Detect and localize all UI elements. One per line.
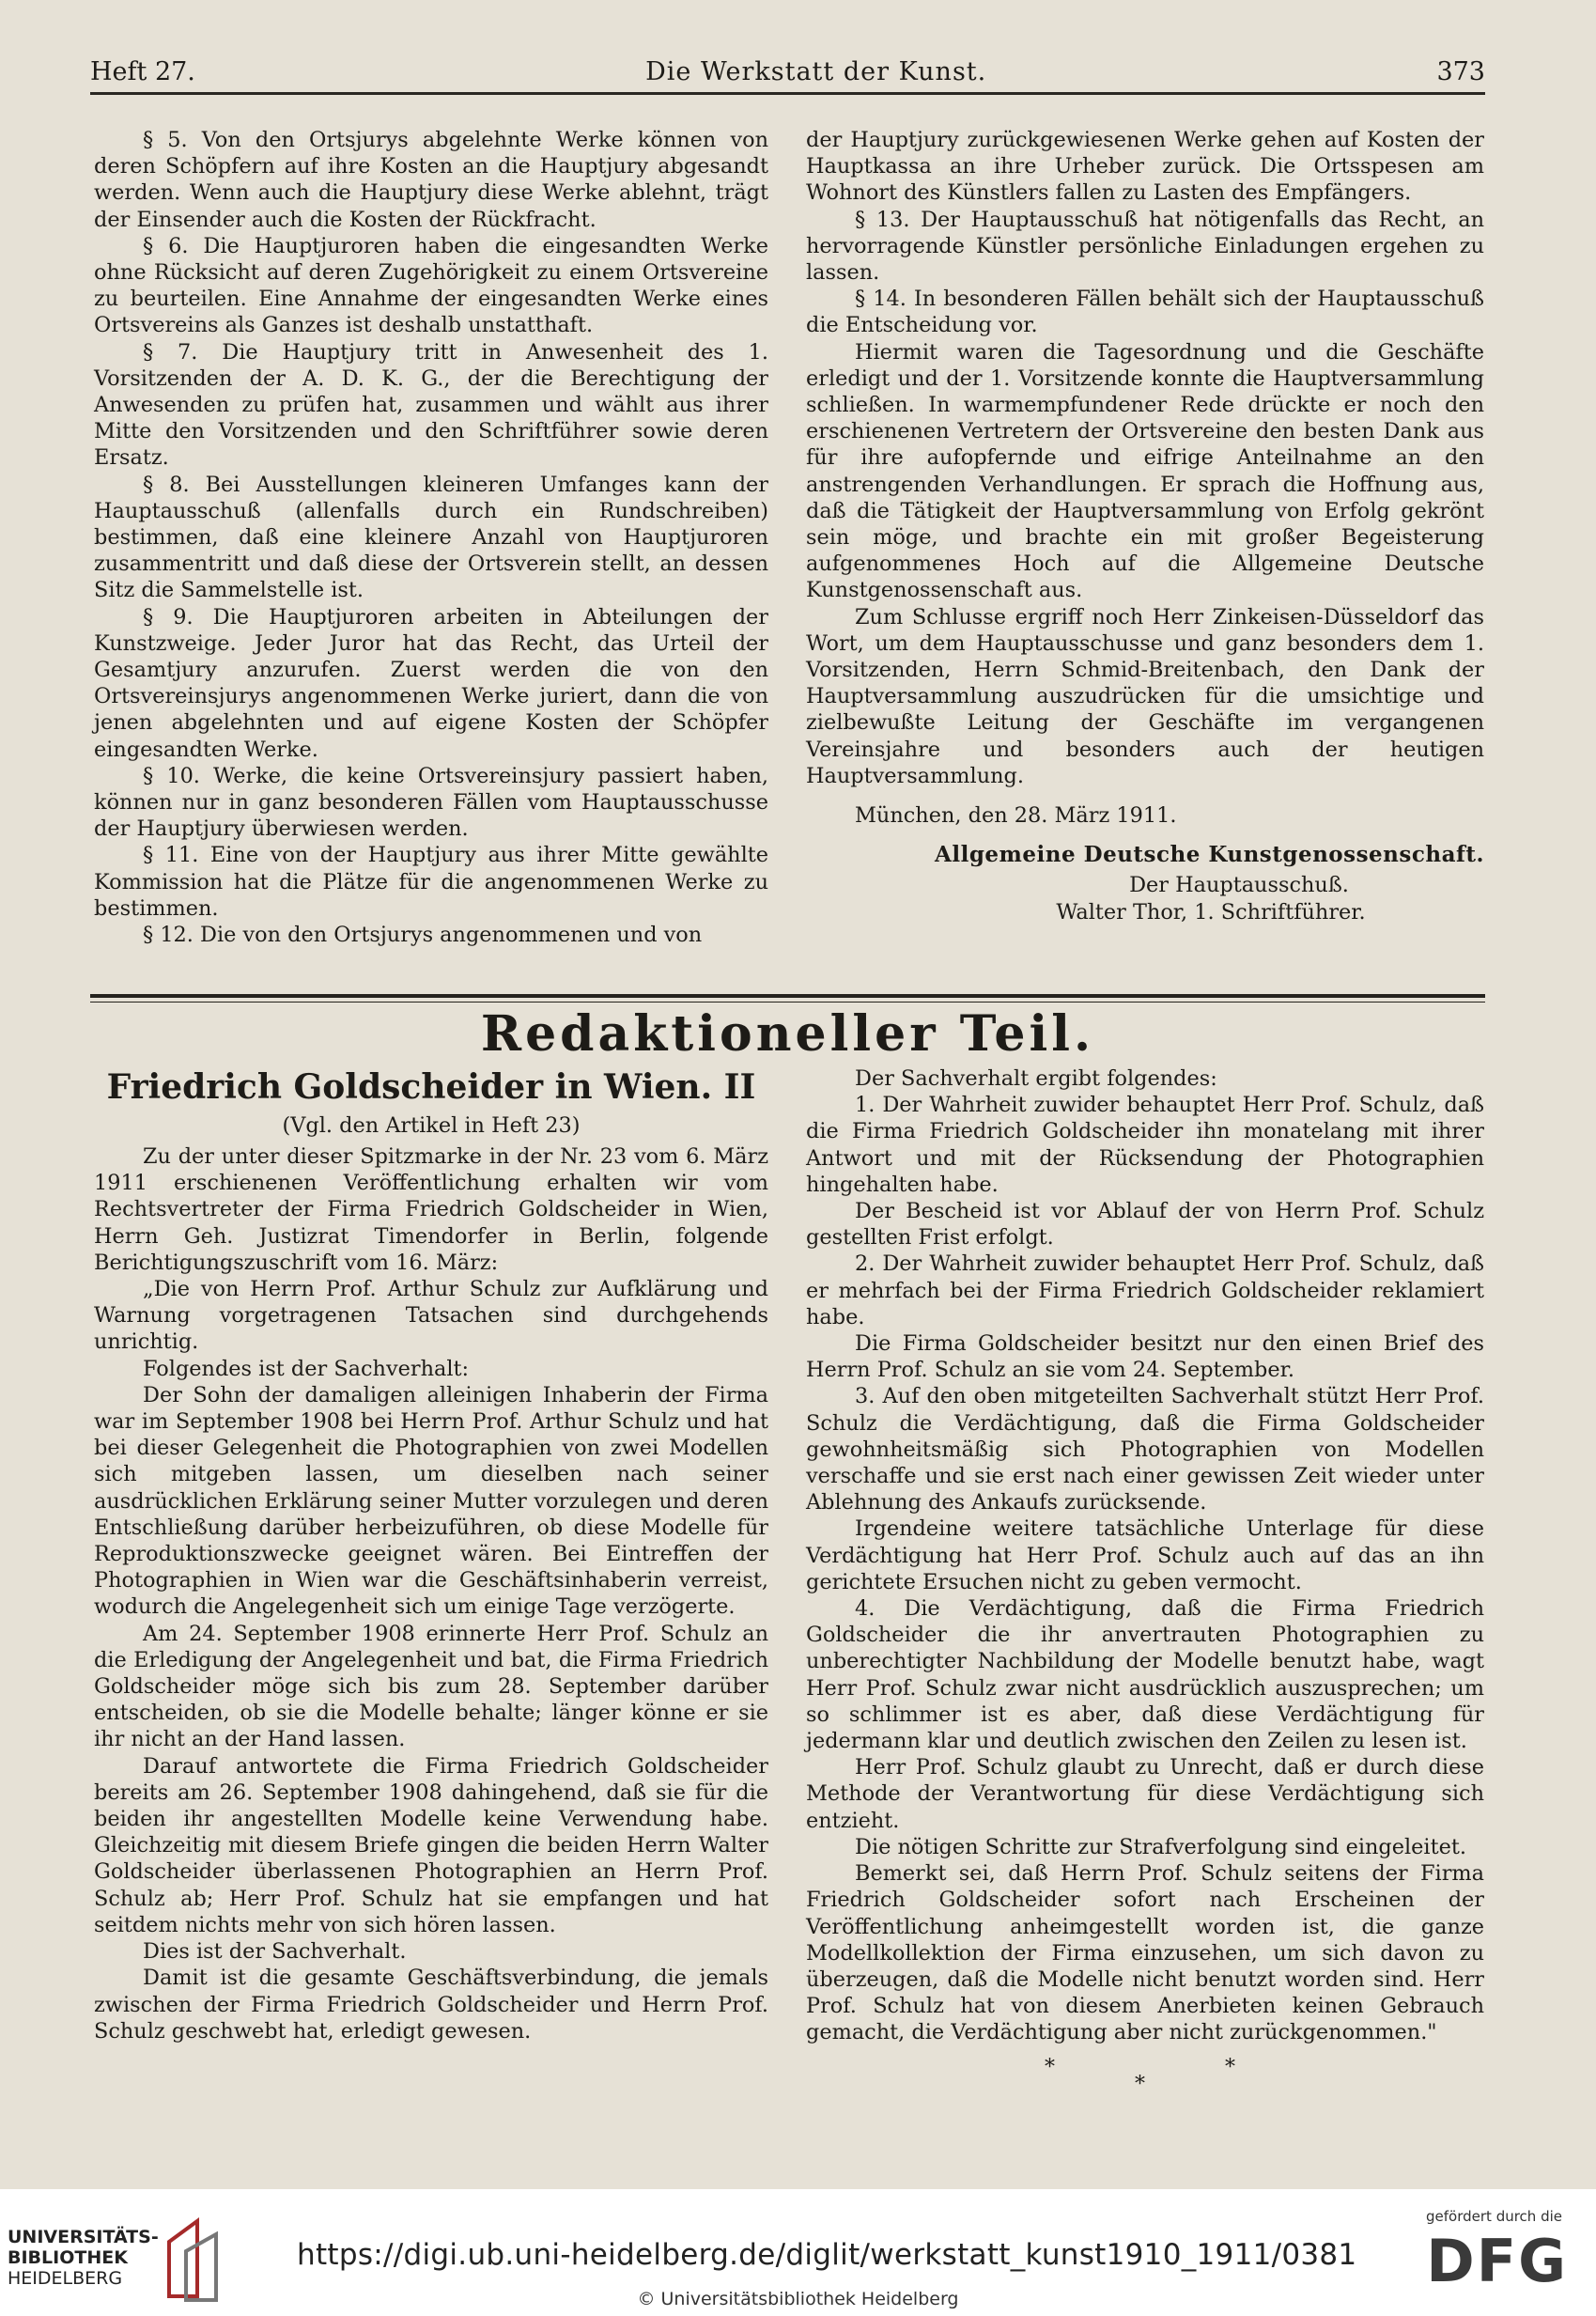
page-number: 373: [1436, 57, 1485, 86]
paragraph: der Hauptjury zurückgewiesenen Werke gehen auf Kosten der Hauptkassa an ihre Urheber zurück. Die Ortsspesen am Wohnort des Künstlers fallen zu Lasten des Empfängers.: [806, 128, 1484, 206]
permalink-url[interactable]: https://digi.ub.uni-heidelberg.de/diglit/werkstatt_kunst1910_1911/0381: [297, 2238, 1357, 2272]
logo-line: HEIDELBERG: [8, 2268, 123, 2289]
signature-organization: Allgemeine Deutsche Kunstgenossenschaft.: [935, 842, 1484, 868]
asterisk: *: [1225, 2056, 1235, 2079]
paragraph: § 11. Eine von der Hauptjury aus ihrer Mitte gewählte Kommission hat die Plätze für die angenommenen Werke zu bestimmen.: [94, 843, 768, 921]
paragraph: § 5. Von den Ortsjurys abgelehnte Werke können von deren Schöpfern auf ihre Kosten an die Hauptjury abgesandt werden. Wenn auch die Hauptjury diese Werke ablehnt, trägt der Einsender auch die Kosten der Rückfracht.: [94, 128, 768, 232]
paragraph: Darauf antwortete die Firma Friedrich Goldscheider bereits am 26. September 1908 dahingehend, daß sie für die beiden ihr angestellten Modelle keine Verwendung habe. Gleichzeitig mit diesem Briefe gingen die beiden Herrn Walter Goldscheider überlassenen Photographien an Herrn Prof. Schulz ab; Herr Prof. Schulz hat sie empfangen und hat seitdem nichts mehr von sich hören lassen.: [94, 1753, 768, 1937]
paragraph: § 7. Die Hauptjury tritt in Anwesenheit des 1. Vorsitzenden der A. D. K. G., der die Berechtigung der Anwesenden zu prüfen hat, zusammen und wählt aus ihrer Mitte den Vorsitzenden und den Schriftführer sowie deren Ersatz.: [94, 339, 768, 471]
paragraph: Folgendes ist der Sachverhalt:: [143, 1356, 470, 1381]
paragraph: § 10. Werke, die keine Ortsvereinsjury passiert haben, können nur in ganz besonderen Fällen vom Hauptausschusse der Hauptjury überwiesen werden.: [94, 763, 768, 842]
paragraph: 2. Der Wahrheit zuwider behauptet Herr Prof. Schulz, daß er mehrfach bei der Firma Friedrich Goldscheider reklamiert habe.: [806, 1251, 1484, 1329]
paragraph: Der Sachverhalt ergibt folgendes:: [855, 1066, 1217, 1091]
paragraph: Zu der unter dieser Spitzmarke in der Nr. 23 vom 6. März 1911 erschienenen Veröffentlichung erhalten wir vom Rechtsvertreter der Firma Friedrich Goldscheider in Wien, Herrn Geh. Justizrat Timendorfer in Berlin, folgende Berichtigungszuschrift vom 16. März:: [94, 1144, 768, 1275]
paragraph: Herr Prof. Schulz glaubt zu Unrecht, daß er durch diese Methode der Verantwortung für diese Verdächtigung sich entzieht.: [806, 1755, 1484, 1833]
paragraph: 1. Der Wahrheit zuwider behauptet Herr Prof. Schulz, daß die Firma Friedrich Goldscheider ihn monatelang mit ihrer Antwort und mit der Rücksendung der Photographien hingehalten habe.: [806, 1093, 1484, 1197]
paragraph: Hiermit waren die Tagesordnung und die Geschäfte erledigt und der 1. Vorsitzende konnte die Hauptversammlung schließen. In warmempfundener Rede drückte er noch den erschienenen Vertretern der Ortsvereine den besten Dank aus für ihre aufopfernde und eifrige Anteilnahme an den anstrengenden Verhandlungen. Er sprach die Hoffnung aus, daß die Tätigkeit der Hauptversammlung von Erfolg gekrönt sein möge, und brachte ein mit großer Begeisterung aufgenommenes Hoch auf die Allgemeine Deutsche Kunstgenossenschaft aus.: [806, 339, 1484, 603]
paragraph: Die nötigen Schritte zur Strafverfolgung sind eingeleitet.: [855, 1834, 1466, 1859]
page-header: [90, 41, 1485, 95]
signature-body: Der Hauptausschuß.: [1129, 873, 1349, 898]
paragraph: Zum Schlusse ergriff noch Herr Zinkeisen-Düsseldorf das Wort, um dem Hauptausschusse und ganz besonders dem 1. Vorsitzenden, Herrn Schmid-Breitenbach, den Dank der Hauptversammlung auszudrücken für die umsichtige und zielbewußte Leitung der Geschäfte im vergangenen Vereinsjahre und besonders auch der heutigen Hauptversammlung.: [806, 604, 1484, 788]
paragraph: Der Sohn der damaligen alleinigen Inhaberin der Firma war im September 1908 bei Herrn Prof. Arthur Schulz und hat bei dieser Gelegenheit die Photographien von zwei Modellen sich mitgeben lassen, um dieselben nach seiner ausdrücklichen Erklärung seiner Mutter vorzulegen und deren Entschließung darüber herbeizuführen, ob diese Modelle für Reproduktionszwecke geeignet wären. Bei Eintreffen der Photographien in Wien war die Geschäftsinhaberin verreist, wodurch die Angelegenheit sich um einige Tage verzögerte.: [94, 1382, 768, 1620]
section-title: Redaktioneller Teil.: [480, 1005, 1095, 1063]
article-subtitle: (Vgl. den Artikel in Heft 23): [282, 1113, 581, 1138]
funding-label: gefördert durch die: [1426, 2208, 1562, 2225]
section-divider: [90, 994, 1485, 998]
paragraph: Am 24. September 1908 erinnerte Herr Prof. Schulz an die Erledigung der Angelegenheit und bat, die Firma Friedrich Goldscheider möge sich bis zum 28. September darüber entscheiden, ob sie die Modelle behalte; länger könne er sie ihr nicht an der Hand lassen.: [94, 1621, 768, 1752]
paragraph: Irgendeine weitere tatsächliche Unterlage für diese Verdächtigung hat Herr Prof. Schulz auch auf das an ihn gerichtete Ersuchen nicht zu geben vermocht.: [806, 1516, 1484, 1594]
column-bottom-left: [94, 1143, 768, 2044]
logo-line: BIBLIOTHEK: [8, 2247, 128, 2268]
paragraph: § 6. Die Hauptjuroren haben die eingesandten Werke ohne Rücksicht auf deren Zugehörigkeit zu einem Ortsvereine zu beurteilen. Eine Annahme der eingesandten Werke eines Ortsvereins als Ganzes ist deshalb unstatthaft.: [94, 233, 768, 338]
separator-asterisks: [996, 2056, 1278, 2112]
journal-title: Die Werkstatt der Kunst.: [645, 57, 987, 86]
section-divider-thin: [90, 1002, 1485, 1003]
column-top-right: [806, 127, 1484, 925]
paragraph: Damit ist die gesamte Geschäftsverbindung, die jemals zwischen der Firma Friedrich Goldscheider und Herrn Prof. Schulz geschwebt hat, erledigt gewesen.: [94, 1966, 768, 2044]
copyright-notice: © Universitätsbibliothek Heidelberg: [637, 2289, 959, 2309]
library-logo-text[interactable]: [8, 2227, 159, 2289]
paragraph: „Die von Herrn Prof. Arthur Schulz zur Aufklärung und Warnung vorgetragenen Tatsachen sind durchgehends unrichtig.: [94, 1277, 768, 1355]
paragraph: § 8. Bei Ausstellungen kleineren Umfanges kann der Hauptausschuß (allenfalls durch ein Rundschreiben) bestimmen, daß eine kleinere Anzahl von Hauptjuroren zusammentritt und daß diese der Ortsverein stellt, an dessen Sitz die Sammelstelle ist.: [94, 472, 768, 603]
paragraph: § 9. Die Hauptjuroren arbeiten in Abteilungen der Kunstzweige. Jeder Juror hat das Recht, das Urteil der Gesamtjury anzurufen. Zuerst werden die von den Ortsvereinsjurys angenommenen Werke juriert, dann die von jenen abgelehnten und auf eigene Kosten der Schöpfer eingesandten Werke.: [94, 604, 768, 762]
paragraph: Dies ist der Sachverhalt.: [143, 1939, 407, 1965]
paragraph: Der Bescheid ist vor Ablauf der von Herrn Prof. Schulz gestellten Frist erfolgt.: [806, 1199, 1484, 1251]
asterisk: *: [1135, 2073, 1145, 2096]
paragraph: § 14. In besonderen Fällen behält sich der Hauptausschuß die Entscheidung vor.: [806, 287, 1484, 338]
signature-date: München, den 28. März 1911.: [855, 803, 1177, 829]
asterisk: *: [1045, 2056, 1055, 2079]
signature-name: Walter Thor, 1. Schriftführer.: [1056, 899, 1366, 925]
article-title: Friedrich Goldscheider in Wien. II: [106, 1067, 756, 1107]
issue-number: Heft 27.: [90, 57, 195, 86]
dfg-logo[interactable]: DFG: [1426, 2227, 1568, 2295]
paragraph: § 12. Die von den Ortsjurys angenommenen und von: [143, 923, 703, 948]
column-top-left: [94, 127, 768, 948]
column-bottom-right: [806, 1065, 1484, 2046]
logo-line: UNIVERSITÄTS-: [8, 2227, 159, 2247]
paragraph: § 13. Der Hauptausschuß hat nötigenfalls das Recht, an hervorragende Künstler persönliche Einladungen ergehen zu lassen.: [806, 207, 1484, 286]
viewer-footer: [0, 2189, 1596, 2316]
paragraph: 4. Die Verdächtigung, daß die Firma Friedrich Goldscheider die ihr anvertrauten Photographien zu unberechtigter Nachbildung der Modelle benutzt habe, wagt Herr Prof. Schulz zwar nicht ausdrücklich auszusprechen; um so schlimmer ist es aber, daß diese Verdächtigung für jedermann klar und deutlich zwischen den Zeilen zu lesen ist.: [806, 1596, 1484, 1754]
paragraph: 3. Auf den oben mitgeteilten Sachverhalt stützt Herr Prof. Schulz die Verdächtigung, daß die Firma Goldscheider gewohnheitsmäßig sich Photographien von Modellen verschaffe und sie erst nach einer gewissen Zeit wieder unter Ablehnung des Ankaufs zurücksende.: [806, 1384, 1484, 1516]
paragraph: Die Firma Goldscheider besitzt nur den einen Brief des Herrn Prof. Schulz an sie vom 24. September.: [806, 1331, 1484, 1383]
paragraph: Bemerkt sei, daß Herrn Prof. Schulz seitens der Firma Friedrich Goldscheider sofort nach Erscheinen der Veröffentlichung anheimgestellt worden ist, die ganze Modellkollektion der Firma einzusehen, um sich davon zu überzeugen, daß die Modelle nicht benutzt worden sind. Herr Prof. Schulz hat von diesem Anerbieten keinen Gebrauch gemacht, die Verdächtigung aber nicht zurückgenommen.": [806, 1861, 1484, 2045]
